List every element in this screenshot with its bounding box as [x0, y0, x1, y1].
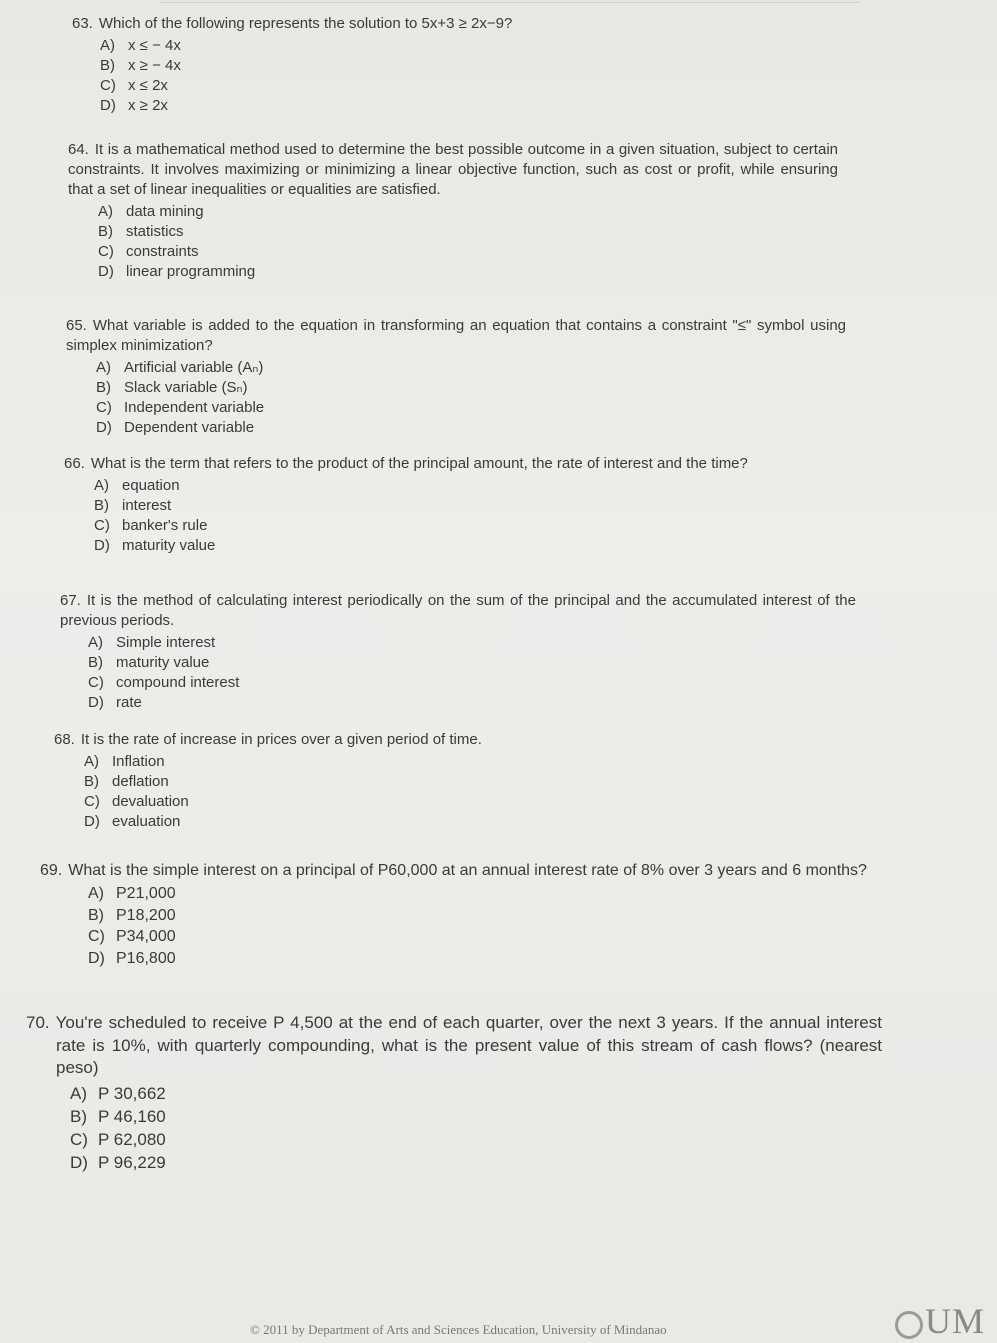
option-a[interactable]: A) Simple interest: [88, 634, 216, 651]
option-d[interactable]: D) rate: [88, 694, 142, 711]
question-number: 67.: [60, 592, 81, 609]
option-b[interactable]: B) Slack variable (Sₙ): [96, 379, 248, 396]
question-number: 69.: [40, 862, 63, 879]
logo-text: UM: [925, 1301, 986, 1341]
option-c[interactable]: C) banker's rule: [94, 517, 208, 534]
option-b[interactable]: B) interest: [94, 497, 172, 514]
option-b[interactable]: B) P 46,160: [70, 1106, 166, 1126]
option-c[interactable]: C) P 62,080: [70, 1129, 166, 1149]
question-text: What is the term that refers to the product of the principal amount, the rate of interest and the time?: [90, 455, 748, 472]
option-c[interactable]: C) P34,000: [88, 928, 176, 945]
option-a[interactable]: A) Artificial variable (Aₙ): [96, 359, 264, 376]
options-list: [94, 476, 854, 556]
option-d[interactable]: D) linear programming: [98, 263, 256, 280]
option-c[interactable]: C) compound interest: [88, 674, 240, 691]
question-stem: [72, 14, 632, 34]
options-list: [70, 1082, 882, 1174]
question-stem: [64, 454, 854, 474]
options-list: [84, 752, 654, 832]
question-stem: [40, 860, 880, 881]
option-b[interactable]: B) x ≥ − 4x: [100, 57, 181, 74]
question-63: [72, 14, 632, 116]
option-d[interactable]: D) P16,800: [88, 949, 176, 967]
options-list: [98, 202, 838, 282]
option-a[interactable]: A) data mining: [98, 203, 204, 220]
options-list: [100, 36, 632, 116]
question-stem: [26, 1012, 882, 1080]
question-70: [26, 1012, 882, 1174]
option-c[interactable]: C) devaluation: [84, 793, 189, 810]
question-text: It is the rate of increase in prices over a given period of time.: [80, 731, 482, 748]
question-stem: [68, 140, 838, 200]
question-65: [66, 316, 846, 438]
question-number: 65.: [66, 317, 87, 334]
option-b[interactable]: B) statistics: [98, 223, 184, 240]
options-list: [88, 883, 880, 969]
question-number: 63.: [72, 15, 93, 32]
question-text: What is the simple interest on a principal of P60,000 at an annual interest rate of 8% over 3 years and 6 months?: [68, 862, 867, 879]
top-divider: [160, 2, 860, 3]
option-b[interactable]: B) P18,200: [88, 906, 176, 924]
option-c[interactable]: C) constraints: [98, 243, 199, 260]
option-d[interactable]: D) evaluation: [84, 813, 181, 830]
option-a[interactable]: A) x ≤ − 4x: [100, 37, 181, 54]
option-a[interactable]: A) P21,000: [88, 885, 176, 902]
option-b[interactable]: B) maturity value: [88, 654, 210, 671]
options-list: [88, 633, 856, 713]
question-64: [68, 140, 838, 282]
question-stem: [66, 316, 846, 356]
option-c[interactable]: C) Independent variable: [96, 399, 265, 416]
question-text: It is a mathematical method used to determine the best possible outcome in a given situation, subject to certain constraints. It involves maximizing or minimizing a linear objective function, such as cost or profit, while ensuring that a set of linear inequalities or equalities are satisfied.: [68, 141, 838, 198]
options-list: [96, 358, 846, 438]
option-d[interactable]: D) P 96,229: [70, 1152, 166, 1172]
question-67: [60, 591, 856, 713]
question-stem: [60, 591, 856, 631]
question-text: It is the method of calculating interest periodically on the sum of the principal and the accumulated interest of the previous periods.: [60, 592, 856, 629]
option-d[interactable]: D) Dependent variable: [96, 419, 255, 436]
question-number: 70.: [26, 1013, 50, 1032]
option-d[interactable]: D) x ≥ 2x: [100, 97, 168, 114]
option-b[interactable]: B) deflation: [84, 773, 169, 790]
question-number: 68.: [54, 731, 75, 748]
option-c[interactable]: C) x ≤ 2x: [100, 77, 168, 94]
question-stem: [54, 730, 654, 750]
footer-copyright: © 2011 by Department of Arts and Sciences Education, University of Mindanao: [250, 1322, 667, 1337]
question-66: [64, 454, 854, 556]
university-logo: [895, 1300, 985, 1342]
question-69: [40, 860, 880, 969]
option-a[interactable]: A) P 30,662: [70, 1083, 166, 1103]
question-68: [54, 730, 654, 832]
question-text: Which of the following represents the solution to 5x+3 ≥ 2x−9?: [98, 15, 513, 32]
option-a[interactable]: A) Inflation: [84, 753, 165, 770]
question-number: 64.: [68, 141, 89, 158]
question-text: What variable is added to the equation in transforming an equation that contains a constraint "≤" symbol using simplex minimization?: [66, 317, 846, 354]
question-text: You're scheduled to receive P 4,500 at the end of each quarter, over the next 3 years. If the annual interest rate is 10%, with quarterly compounding, what is the present value of this stream of cash flows? (nearest peso): [55, 1013, 882, 1077]
seal-icon: [895, 1311, 923, 1339]
option-d[interactable]: D) maturity value: [94, 537, 216, 554]
option-a[interactable]: A) equation: [94, 477, 180, 494]
question-number: 66.: [64, 455, 85, 472]
